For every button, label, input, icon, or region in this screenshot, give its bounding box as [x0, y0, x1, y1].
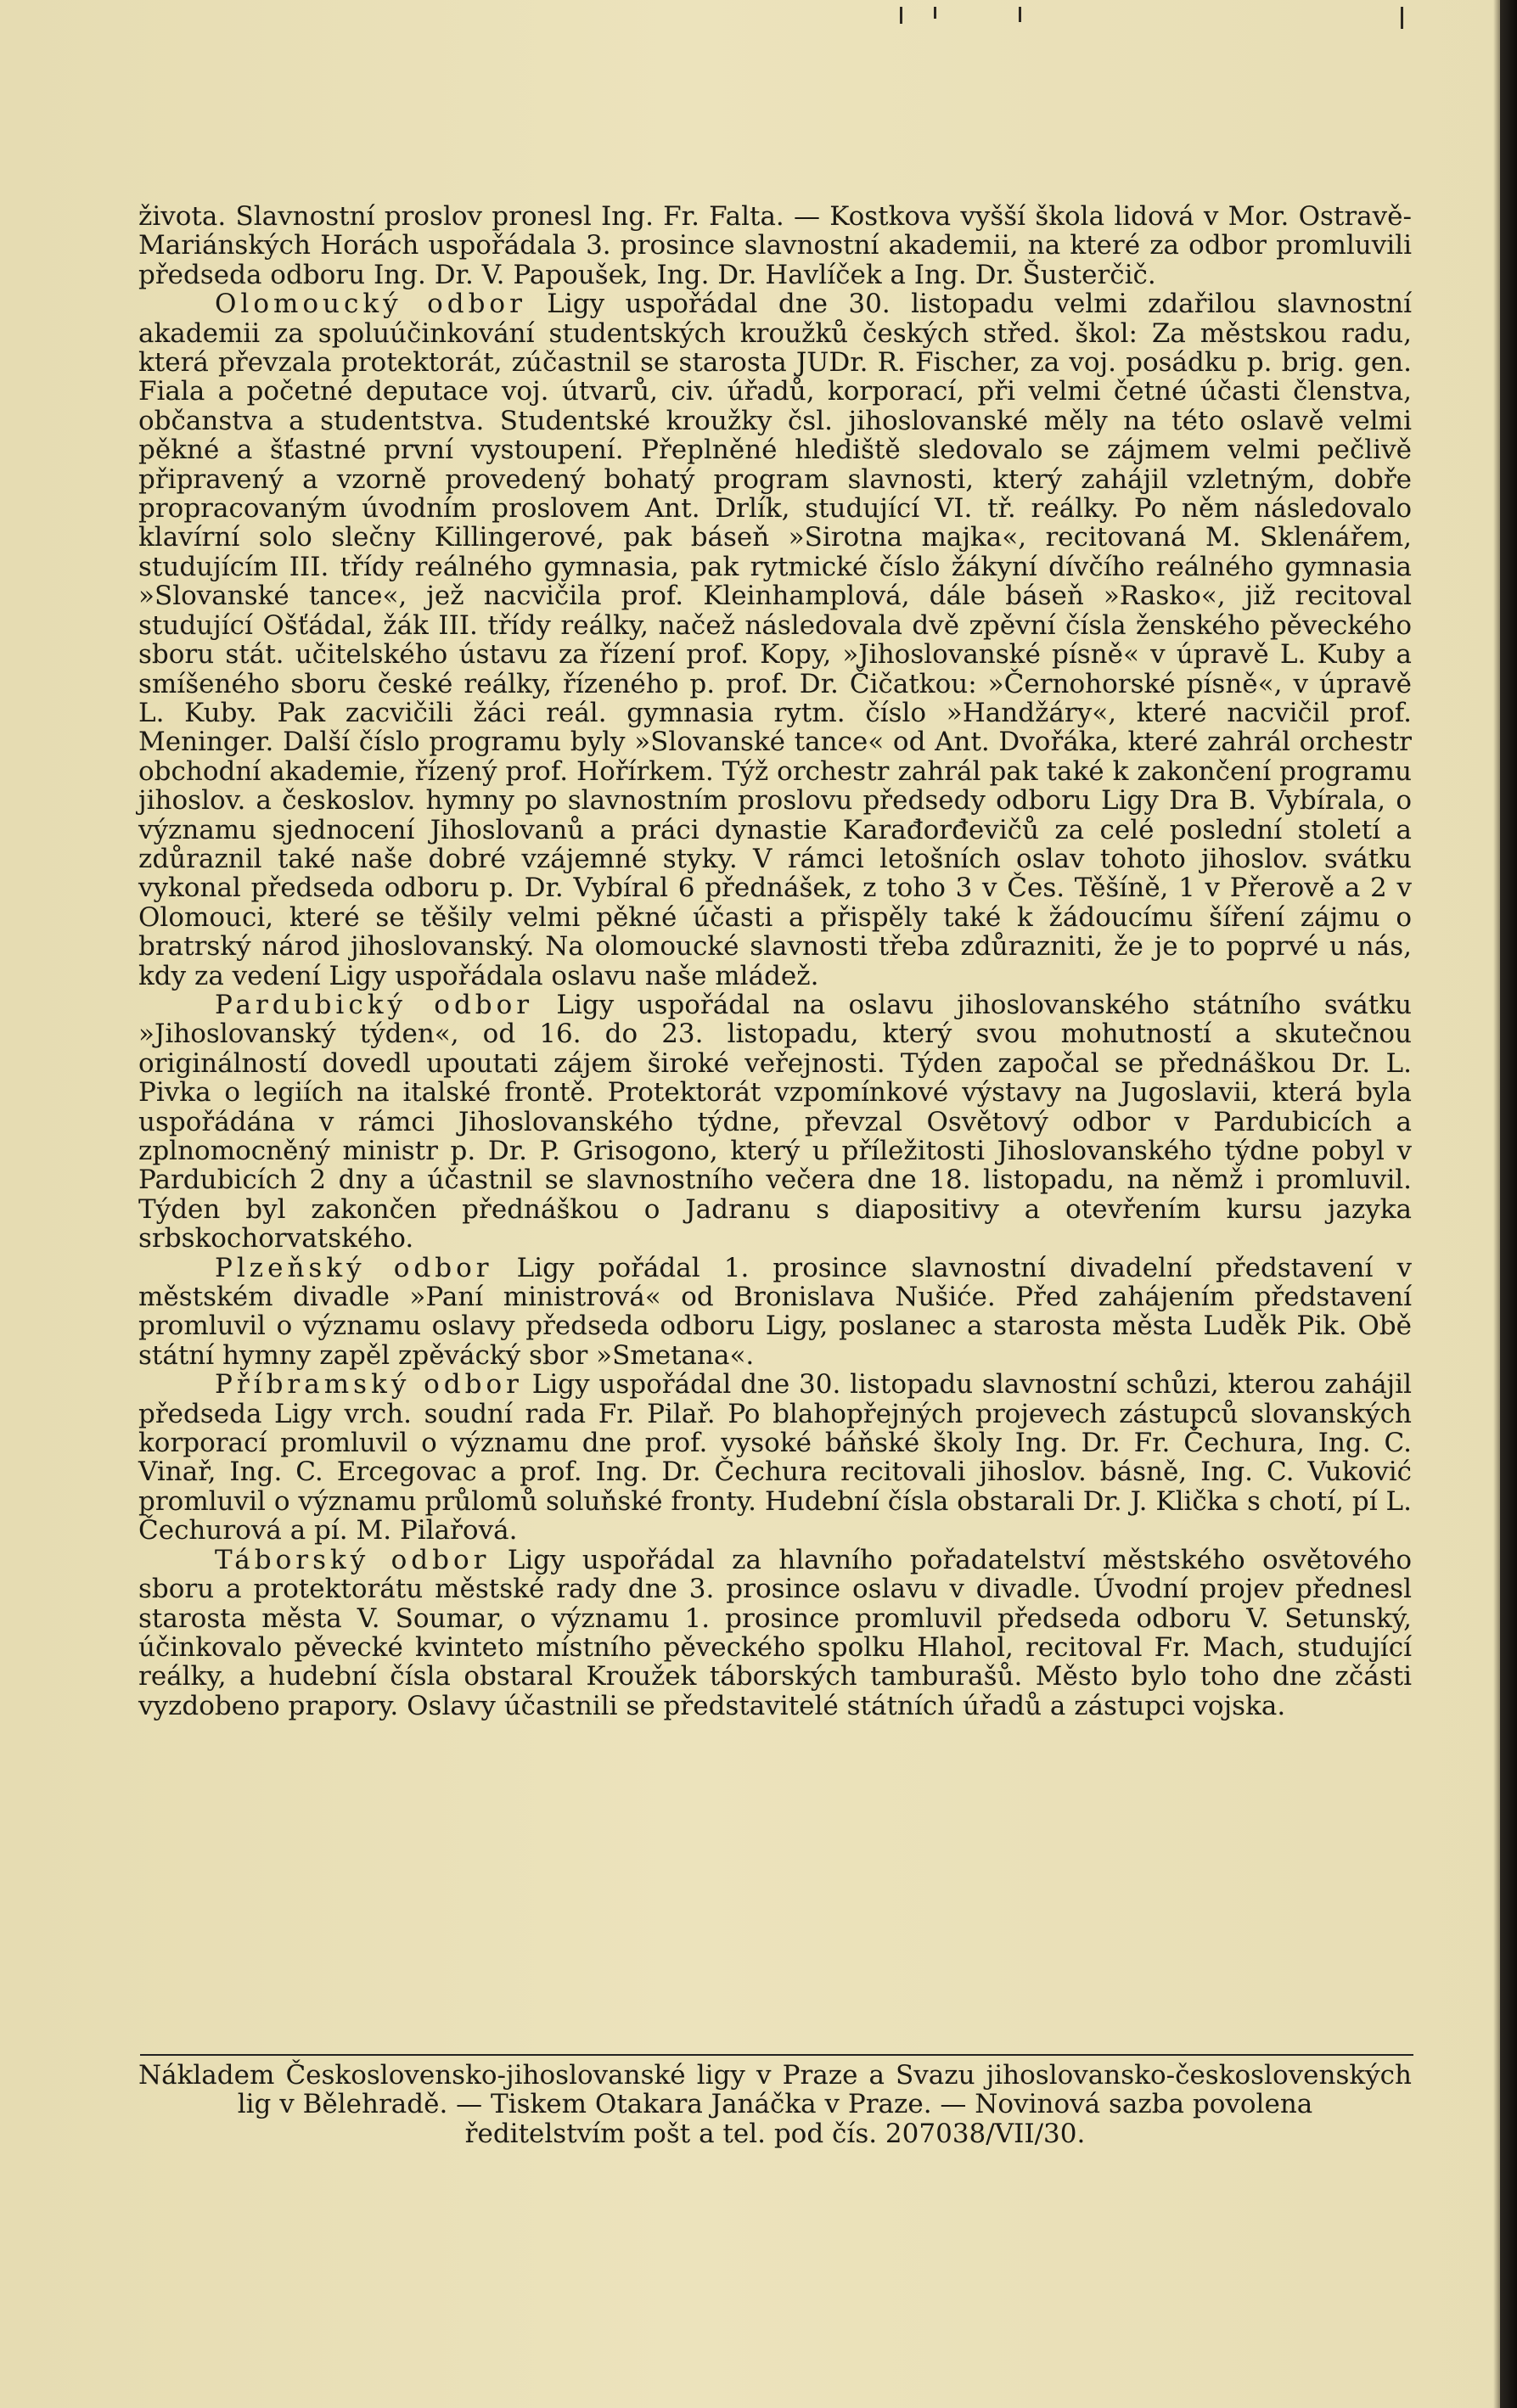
top-scan-marks — [900, 7, 1409, 32]
paragraph-pribram — [138, 1370, 1412, 1545]
imprint-line-2: ředitelstvím pošt a tel. pod čís. 207038/VII/30. — [464, 2118, 1086, 2149]
imprint-line-1: Nákladem Československo-jihoslovanské ligy v Praze a Svazu jihoslovansko-československých lig v Bělehradě. — Tiskem Otakara Janáčka v Praze. — Novinová sazba povolena — [138, 2060, 1412, 2120]
page-shadow-edge — [1493, 0, 1500, 2408]
scan-dark-edge — [1500, 0, 1517, 2408]
paragraph-lead: Příbramský odbor — [215, 1369, 523, 1400]
imprint — [138, 2061, 1412, 2148]
paragraph-plzen — [138, 1254, 1412, 1371]
paragraph-lead: Plzeňský odbor — [215, 1252, 493, 1283]
paragraph-text: Ligy pořádal 1. prosince slavnostní divadelní představení v městském divadle »Paní ministrová« od Bronislava Nušiće. Před zahájením představení promluvil o významu oslavy předseda odboru Ligy, poslanec a starosta města Luděk Pik. Obě státní hymny zapěl zpěvácký sbor »Smetana«. — [138, 1252, 1413, 1371]
paragraph-text: života. Slavnostní proslov pronesl Ing. Fr. Falta. — Kostkova vyšší škola lidová v Mor. Ostravě-Mariánských Horách uspořádala 3. prosince slavnostní akademii, na které za odbor promluvili předseda odboru Ing. Dr. V. Papoušek, Ing. Dr. Havlíček a Ing. Dr. Šusterčič. — [138, 201, 1412, 290]
paragraph-lead: Olomoucký odbor — [215, 289, 526, 320]
paragraph-text: Ligy uspořádal dne 30. listopadu velmi zdařilou slavnostní akademii za spoluúčinkování studentských kroužků českých střed. škol: Za městskou radu, která převzala protektorát, zúčastnil se starosta JUDr. R. Fischer, za voj. posádku p. brig. gen. Fiala a početné deputace voj. útvarů, civ. úřadů, korporací, při velmi četné účasti členstva, občanstva a studentstva. Studentské kroužky čsl. jihoslovanské měly na této oslavě velmi pěkné a šťastné první vystoupení. Přeplněné hlediště sledovalo se zájmem velmi pečlivě připravený a vzorně provedený bohatý program slavnosti, který zahájil vzletným, dobře propracovaným úvodním proslovem Ant. Drlík, studující VI. tř. reálky. Po něm následovalo klavírní solo slečny Killingerové, pak báseň »Sirotna majka«, recitovaná M. Sklenářem, studujícím III. třídy reálného gymnasia, pak rytmické číslo žákyní dívčího reálného gymnasia »Slovanské tance«, jež nacvičila prof. Kleinhamplová, dále báseň »Rasko«, již recitoval studující Ošťádal, žák III. třídy reálky, načež následovala dvě zpěvní čísla ženského pěveckého sboru stát. učitelského ústavu za řízení prof. Kopy, »Jihoslovanské písně« v úpravě L. Kuby a smíšeného sboru české reálky, řízeného p. prof. Dr. Čičatkou: »Černohorské písně«, v úpravě L. Kuby. Pak zacvičili žáci reál. gymnasia rytm. číslo »Handžáry«, které nacvičil prof. Meninger. Další číslo programu byly »Slovanské tance« od Ant. Dvořáka, které zahrál orchestr obchodní akademie, řízený prof. Hořírkem. Týž orchestr zahrál pak také k zakončení programu jihoslov. a českoslov. hymny po slavnostním proslovu předsedy odboru Ligy Dra B. Vybírala, o významu sjednocení Jihoslovanů a práci dynastie Karađorđevičů za celé poslední století a zdůraznil také naše dobré vzájemné styky. V rámci letošních oslav tohoto jihoslov. svátku vykonal předseda odboru p. Dr. Vybíral 6 přednášek, z toho 3 v Čes. Těšíně, 1 v Přerově a 2 v Olomouci, které se těšily velmi pěkné účasti a přispěly také k žádoucímu šíření zájmu o bratrský národ jihoslovanský. Na olomoucké slavnosti třeba zdůrazniti, že je to poprvé u nás, kdy za vedení Ligy uspořádala oslavu naše mládež. — [138, 289, 1412, 991]
paragraph-olomouc — [138, 289, 1412, 991]
article-body — [138, 202, 1412, 1720]
paragraph-text: Ligy uspořádal dne 30. listopadu slavnostní schůzi, kterou zahájil předseda Ligy vrch. soudní rada Fr. Pilař. Po blahopřejných projevech zástupců slovanských korporací promluvil o významu dne prof. vysoké báňské školy Ing. Dr. Fr. Čechura, Ing. C. Vinař, Ing. C. Ercegovac a prof. Ing. Dr. Čechura recitovali jihoslov. básně, Ing. C. Vuković promluvil o významu průlomů soluňské fronty. Hudební čísla obstarali Dr. J. Klička s chotí, pí L. Čechurová a pí. M. Pilařová. — [138, 1369, 1413, 1546]
paragraph-text: Ligy uspořádal na oslavu jihoslovanského státního svátku »Jihoslovanský týden«, od 16. do 23. listopadu, který svou mohutností a skutečnou originálností dovedl upoutati zájem široké veřejnosti. Týden započal se přednáškou Dr. L. Pivka o legiích na italské frontě. Protektorát vzpomínkové výstavy na Jugoslavii, která byla uspořádána v rámci Jihoslovanského týdne, převzal Osvětový odbor v Pardubicích a zplnomocněný ministr p. Dr. P. Grisogono, který u příležitosti Jihoslovanského týdne pobyl v Pardubicích 2 dny a účastnil se slavnostního večera dne 18. listopadu, na němž i promluvil. Týden byl zakončen přednáškou o Jadranu s diapositivy a otevřením kursu jazyka srbskochorvatského. — [138, 989, 1412, 1255]
paragraph-tabor — [138, 1546, 1412, 1720]
paragraph-text: Ligy uspořádal za hlavního pořadatelství městského osvětového sboru a protektorátu městské rady dne 3. prosince oslavu v divadle. Úvodní projev přednesl starosta města V. Soumar, o významu 1. prosince promluvil předseda odboru V. Setunský, účinkovalo pěvecké kvinteto místního pěveckého spolku Hlahol, recitoval Fr. Mach, studující reálky, a hudební čísla obstaral Kroužek táborských tamburašů. Město bylo toho dne zčásti vyzdobeno prapory. Oslavy účastnili se představitelé státních úřadů a zástupci vojska. — [138, 1544, 1413, 1721]
paragraph-lead: Táborský odbor — [215, 1544, 491, 1575]
paragraph-pardubice — [138, 991, 1412, 1254]
imprint-rule — [140, 2054, 1413, 2056]
paragraph-ostrava — [138, 202, 1412, 289]
paragraph-lead: Pardubický odbor — [215, 989, 534, 1020]
